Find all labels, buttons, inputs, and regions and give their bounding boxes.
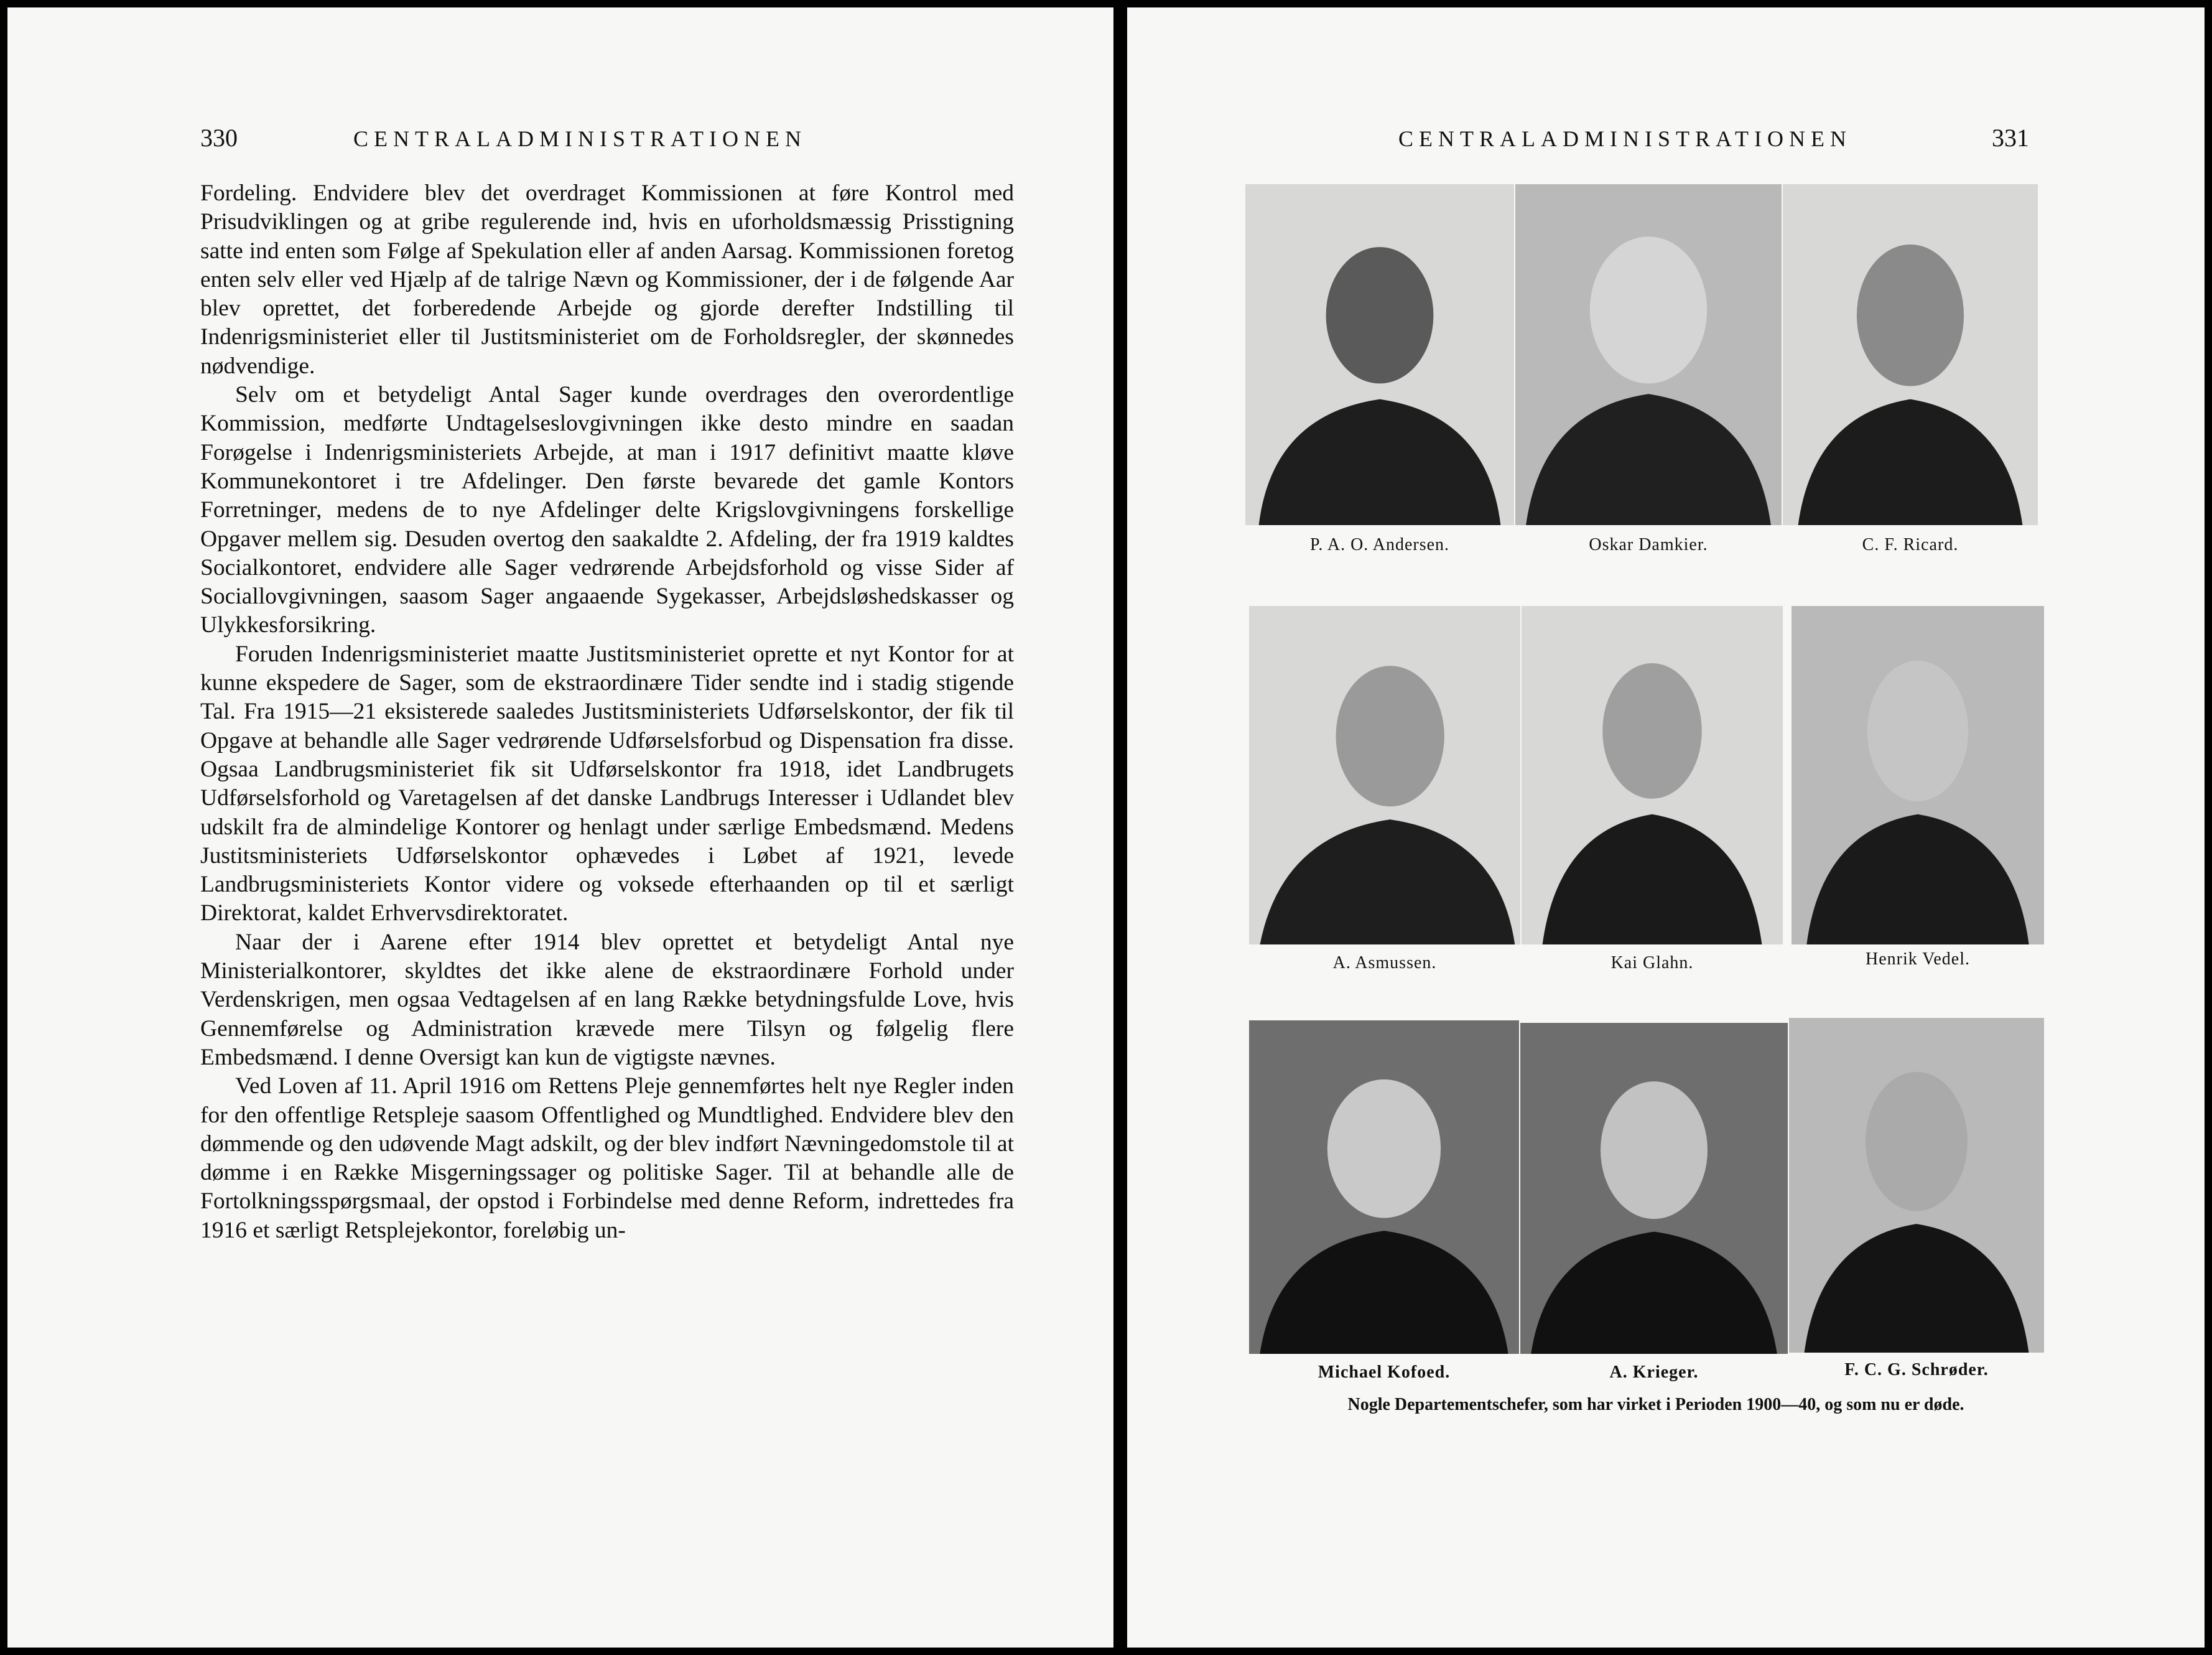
caption-vedel: Henrik Vedel. — [1866, 949, 1970, 969]
body-text — [200, 179, 1014, 1245]
plate-caption: Nogle Departementschefer, som har virket i Perioden 1900—40, og som nu er døde. — [1347, 1395, 1964, 1414]
portrait-photo-andersen — [1245, 184, 1514, 525]
caption-krieger: A. Krieger. — [1609, 1363, 1699, 1382]
caption-glahn: Kai Glahn. — [1610, 953, 1694, 972]
running-head-left: CENTRALADMINISTRATIONEN — [353, 126, 807, 151]
paragraph: Foruden Indenrigsministeriet maatte Justitsministeriet oprette et nyt Kontor for at kunne ekspedere de Sager, som de ekstraordinære Tider sendte ind i stadig stigende Tal. Fra 1915—21 eksisterede saaledes Justitsministeriets Udførselskontor, der fik til Opgave at behandle alle Sager vedrørende Udførselsforbud og Dispensation fra disse. Ogsaa Landbrugsministeriet fik sit Udførselskontor fra 1918, idet Landbrugets Udførselsforhold og Varetagelsen af det danske Landbrugs Interesser i Udlandet blev udskilt fra de almindelige Kontorer og henlagt under særlige Embedsmænd. Medens Justitsministeriets Udførselskontor ophævedes i Løbet af 1921, levede Landbrugsministeriets Kontor videre og voksede efterhaanden op til et særligt Direktorat, kaldet Erhvervsdirektoratet. — [200, 641, 1014, 926]
caption-asmussen: A. Asmussen. — [1332, 953, 1437, 972]
running-head-right: CENTRALADMINISTRATIONEN — [1398, 126, 1852, 151]
portrait-photo-glahn — [1522, 606, 1783, 944]
caption-schroder: F. C. G. Schrøder. — [1844, 1360, 1989, 1379]
paragraph: Ved Loven af 11. April 1916 om Rettens Pleje gennemførtes helt nye Regler inden for den offentlige Retspleje saasom Offentlighed og Mundtlighed. Endvidere blev den dømmende og den udøvende Magt adskilt, og der blev indført Nævningedomstole til at dømme i en Række Misgerningssager og politiske Sager. Til at behandle alle de Fortolkningsspørgsmaal, der opstod i Forbindelse med denne Reform, indrettedes fra 1916 et særligt Retsplejekontor, foreløbig un- — [200, 1073, 1014, 1243]
page-number-right: 331 — [1992, 124, 2029, 152]
caption-andersen: P. A. O. Andersen. — [1309, 535, 1450, 554]
caption-damkier: Oskar Damkier. — [1589, 535, 1708, 554]
caption-ricard: C. F. Ricard. — [1862, 535, 1959, 554]
portrait-photo-ricard — [1783, 184, 2038, 525]
caption-kofoed: Michael Kofoed. — [1317, 1363, 1451, 1382]
portrait-photo-kofoed — [1249, 1020, 1519, 1354]
paragraph: Selv om et betydeligt Antal Sager kunde overdrages den overordentlige Kommission, medførte Undtagelseslovgivningen ikke desto mindre en saadan Forøgelse i Indenrigsministeriets Arbejde, at man i 1917 definitivt maatte kløve Kommunekontoret i tre Afdelinger. Den første bevarede det gamle Kontors Forretninger, medens de to nye Afdelinger delte Krigslovgivningens forskellige Opgaver mellem sig. Desuden overtog den saakaldte 2. Afdeling, der fra 1919 kaldtes Socialkontoret, endvidere alle Sager vedrørende Arbejdsforhold og visse Sider af Sociallovgivningen, saasom Sager angaaende Sygekasser, Arbejdsløshedskasser og Ulykkesforsikring. — [200, 382, 1014, 638]
portrait-photo-krieger — [1520, 1023, 1788, 1354]
portrait-photo-asmussen — [1249, 606, 1520, 944]
paragraph: Fordeling. Endvidere blev det overdraget Kommissionen at føre Kontrol med Prisudviklingen og at gribe regulerende ind, hvis en uforholdsmæssig Prisstigning satte ind enten som Følge af Spekulation eller af anden Aarsag. Kommissionen foretog enten selv eller ved Hjælp af de talrige Nævn og Kommissioner, der i de følgende Aar blev oprettet, det forberedende Arbejde og gjorde derefter Indstilling til Indenrigsministeriet eller til Justitsministeriet om de Forholdsregler, der skønnedes nødvendige. — [200, 180, 1014, 379]
right-page — [1127, 7, 2205, 1648]
page-number-left: 330 — [200, 124, 238, 152]
portrait-photo-vedel — [1791, 606, 2044, 944]
left-page — [7, 7, 1113, 1648]
paragraph: Naar der i Aarene efter 1914 blev oprettet et betydeligt Antal nye Ministerialkontorer, skyldtes det ikke alene de ekstraordinære Forhold under Verdenskrigen, men ogsaa Vedtagelsen af en lang Række betydningsfulde Love, hvis Gennemførelse og Administration krævede mere Tilsyn og følgelig flere Embedsmænd. I denne Oversigt kan kun de vigtigste nævnes. — [200, 929, 1014, 1070]
portrait-photo-damkier — [1515, 184, 1782, 525]
portrait-photo-schroder — [1789, 1018, 2044, 1353]
